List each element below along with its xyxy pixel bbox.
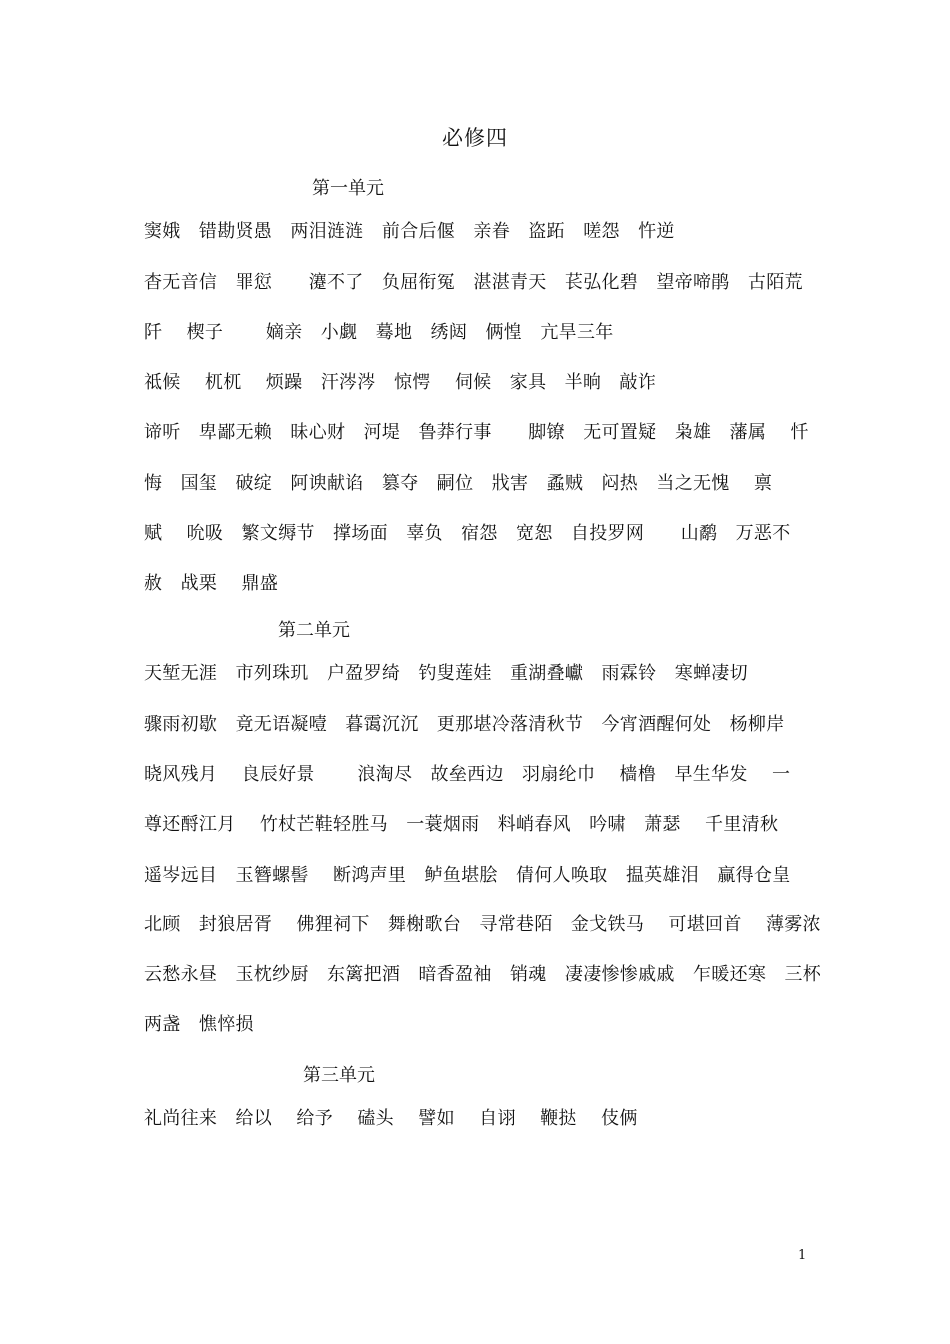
page-number: 1 — [798, 1248, 807, 1263]
page-title: 必修四 — [442, 126, 508, 150]
vocab-line: 窦娥 错勘贤愚 两泪涟涟 前合后偃 亲眷 盗跖 嗟怨 忤逆 — [144, 221, 675, 242]
vocab-line: 谛听 卑鄙无赖 昧心财 河堤 鲁莽行事 脚镣 无可置疑 枭雄 藩属 忏 — [144, 422, 809, 443]
unit-heading: 第一单元 — [312, 178, 384, 199]
vocab-line: 遥岑远目 玉簪螺髻 断鸿声里 鲈鱼堪脍 倩何人唤取 揾英雄泪 赢得仓皇 — [144, 865, 791, 886]
unit-heading: 第二单元 — [278, 620, 350, 641]
unit-heading: 第三单元 — [303, 1065, 375, 1086]
vocab-line: 赋 吮吸 繁文缛节 撑场面 辜负 宿怨 宽恕 自投罗网 山鹬 万恶不 — [144, 523, 791, 544]
vocab-line: 尊还酹江月 竹杖芒鞋轻胜马 一蓑烟雨 料峭春风 吟啸 萧瑟 千里清秋 — [144, 814, 779, 835]
vocab-line: 悔 国玺 破绽 阿谀献谄 篡夺 嗣位 戕害 蟊贼 闷热 当之无愧 禀 — [144, 473, 773, 494]
vocab-line: 云愁永昼 玉枕纱厨 东篱把酒 暗香盈袖 销魂 凄凄惨惨戚戚 乍暖还寒 三杯 — [144, 964, 822, 985]
vocab-line: 祗候 杌杌 烦躁 汗涔涔 惊愕 伺候 家具 半晌 敲诈 — [144, 372, 657, 393]
vocab-line: 杳无音信 罪愆 瀽不了 负屈衔冤 湛湛青天 苌弘化碧 望帝啼鹃 古陌荒 — [144, 272, 803, 293]
vocab-line: 赦 战栗 鼎盛 — [144, 573, 279, 594]
vocab-line: 天堑无涯 市列珠玑 户盈罗绮 钓叟莲娃 重湖叠巘 雨霖铃 寒蝉凄切 — [144, 663, 748, 684]
vocab-line: 两盏 憔悴损 — [144, 1014, 254, 1035]
vocab-line: 晓风残月 良辰好景 浪淘尽 故垒西边 羽扇纶巾 樯橹 早生华发 一 — [144, 764, 791, 785]
vocab-line: 北顾 封狼居胥 佛狸祠下 舞榭歌台 寻常巷陌 金戈铁马 可堪回首 薄雾浓 — [144, 914, 821, 935]
vocab-line: 骤雨初歇 竟无语凝噎 暮霭沉沉 更那堪冷落清秋节 今宵酒醒何处 杨柳岸 — [144, 714, 785, 735]
vocab-line: 阡 楔子 嫡亲 小觑 蓦地 绣闼 俩惶 亢旱三年 — [144, 322, 614, 343]
vocab-line: 礼尚往来 给以 给予 磕头 譬如 自诩 鞭挞 伎俩 — [144, 1108, 638, 1129]
